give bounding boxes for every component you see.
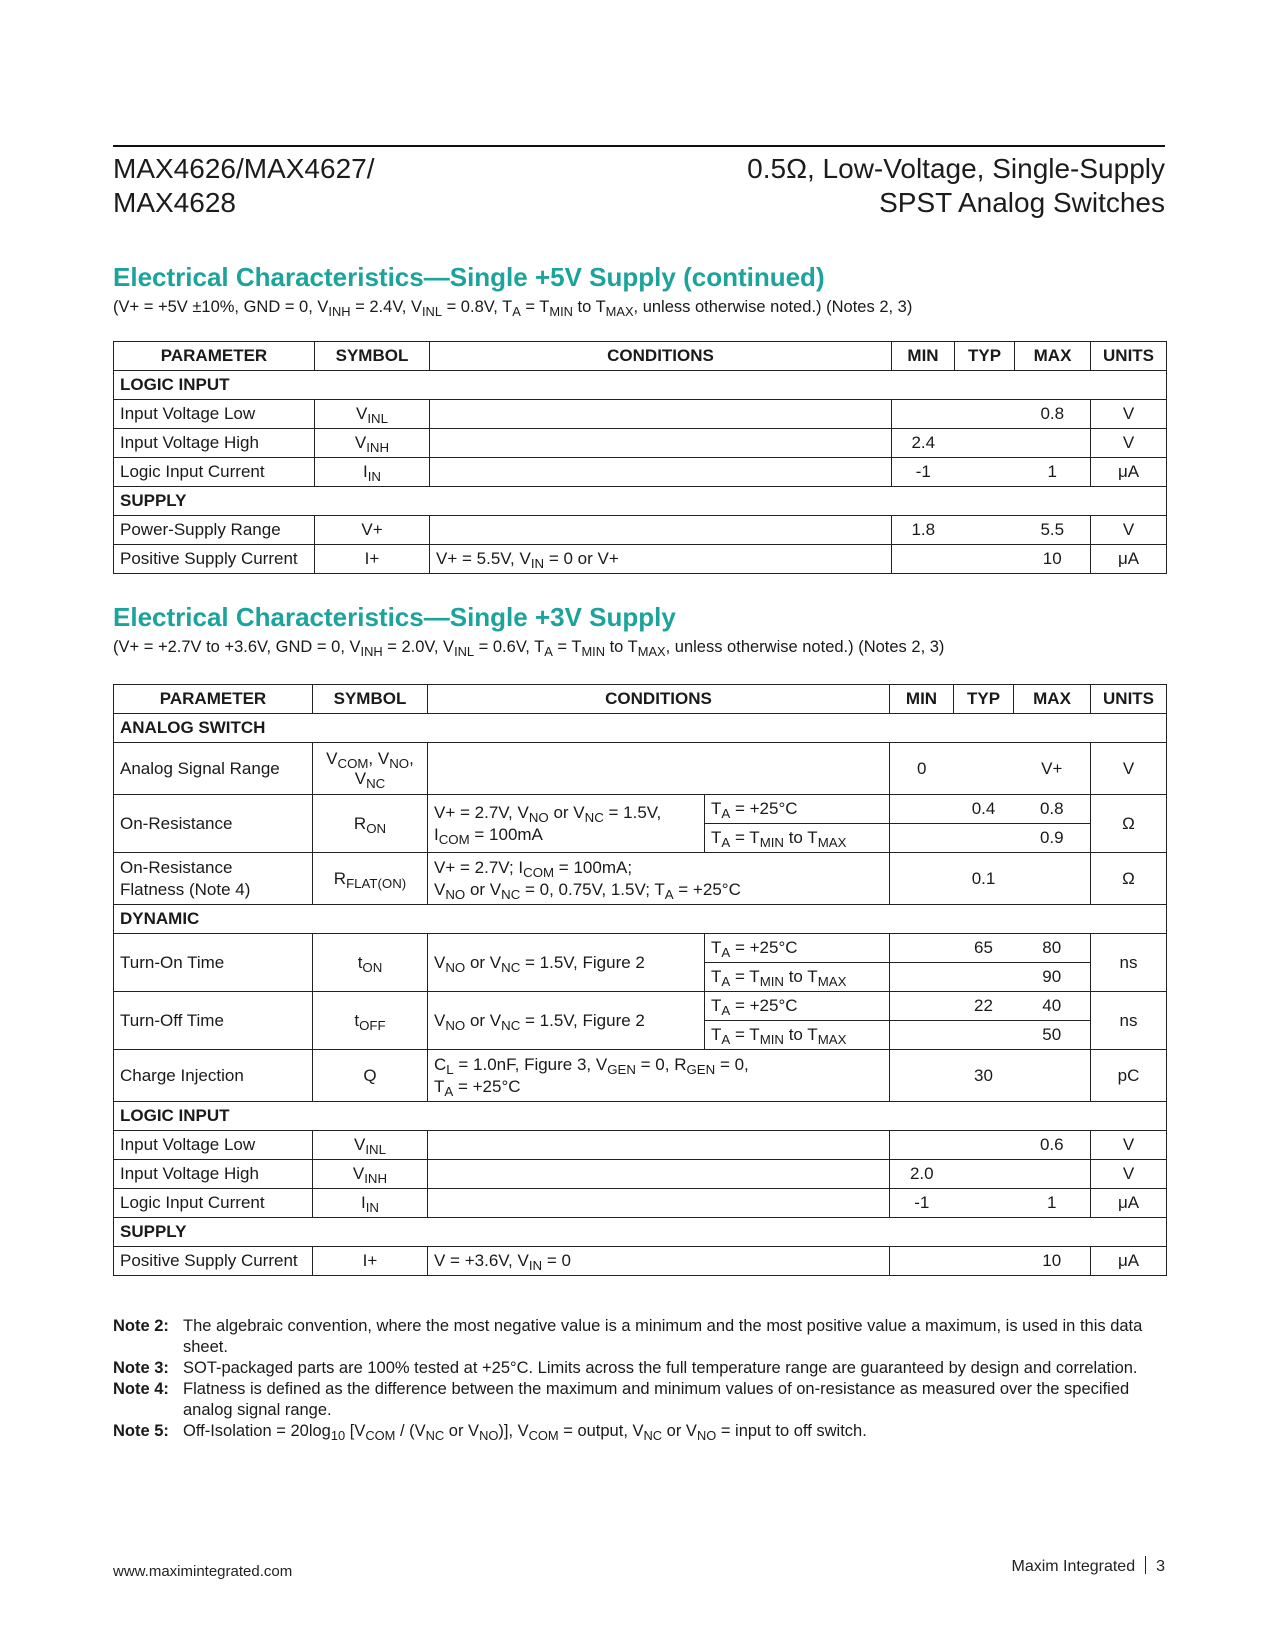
- table-row: Turn-On Time $t_{ON}$ $V_{NO}$ or $V_{NC} = 1.5V$, Figure 2 $T_A = +25^\circ C$ 65 80 ns: [114, 934, 1167, 963]
- table-row: Positive Supply Current I+ V = +3.6V, $V_{IN} = 0$ 10 μA: [114, 1247, 1167, 1276]
- table-row: Input Voltage Low $V_{INL}$ 0.8 V: [114, 400, 1167, 429]
- col-symbol: SYMBOL: [315, 342, 430, 371]
- table-row: Logic Input Current $I_{IN}$ -1 1 μA: [114, 458, 1167, 487]
- col-max: MAX: [1015, 342, 1091, 371]
- table-header-row: PARAMETER SYMBOL CONDITIONS MIN TYP MAX UNITS: [114, 685, 1167, 714]
- table-row: Analog Signal Range $V_{COM}$, $V_{NO}$, $V_{NC}$ 0 V+ V: [114, 743, 1167, 795]
- table-row: Input Voltage Low $V_{INL}$ 0.6 V: [114, 1131, 1167, 1160]
- table-row: Charge Injection Q $C_L = 1.0nF$, Figure 3, $V_{GEN} = 0$, $R_{GEN} = 0$, $T_A = +25^\circ C$ 30 pC: [114, 1050, 1167, 1102]
- section-row: DYNAMIC: [114, 905, 1167, 934]
- table-row: $T_A = T_{MIN}$ to $T_{MAX}$ 90: [114, 963, 1167, 992]
- section2-conditions: (V+ = +2.7V to +3.6V, GND = 0, $V_{INH} = 2.0V$, $V_{INL} = 0.6V$, $T_A = T_{MIN}$ to $T_{MAX}$, unless otherwise noted.) (Notes 2, 3): [113, 638, 945, 659]
- part-number: MAX4626/MAX4627/ MAX4628: [113, 153, 375, 218]
- table-row: $T_A = T_{MIN}$ to $T_{MAX}$ 0.9: [114, 824, 1167, 853]
- col-min: MIN: [892, 342, 955, 371]
- header-rule: [113, 145, 1165, 147]
- col-conditions: CONDITIONS: [430, 342, 892, 371]
- table-row: Power-Supply Range V+ 1.8 5.5 V: [114, 516, 1167, 545]
- notes: [113, 1316, 1168, 1442]
- table-row: On-Resistance Flatness (Note 4) $R_{FLAT(ON)}$ V+ = 2.7V; $I_{COM} = 100mA$; $V_{NO}$ or $V_{NC} = 0$, 0.75V, 1.5V; $T_A = +25^\circ C$ 0.1 Ω: [114, 853, 1167, 905]
- table-row: Input Voltage High $V_{INH}$ 2.0 V: [114, 1160, 1167, 1189]
- footer-company-page: Maxim Integrated 3: [1011, 1558, 1165, 1575]
- page-number: 3: [1156, 1558, 1165, 1575]
- note-2: Note 2: The algebraic convention, where the most negative value is a minimum and the most positive value a maximum, is used in this data sheet.: [113, 1317, 1143, 1356]
- col-typ: TYP: [955, 342, 1015, 371]
- section1-conditions: (V+ = +5V ±10%, GND = 0, $V_{INH} = 2.4V$, $V_{INL} = 0.8V$, $T_A = T_{MIN}$ to $T_{MAX}$, unless otherwise noted.) (Notes 2, 3): [113, 298, 913, 319]
- note-3: Note 3: SOT-packaged parts are 100% tested at +25°C. Limits across the full temperature range are guaranteed by design and correlation.: [113, 1359, 1138, 1377]
- document-title: 0.5Ω, Low-Voltage, Single-Supply SPST Analog Switches: [747, 153, 1165, 218]
- table-row: Logic Input Current $I_{IN}$ -1 1 μA: [114, 1189, 1167, 1218]
- table-header-row: [114, 342, 1167, 371]
- table-row: Turn-Off Time $t_{OFF}$ $V_{NO}$ or $V_{NC} = 1.5V$, Figure 2 $T_A = +25^\circ C$ 22 40 ns: [114, 992, 1167, 1021]
- col-parameter: PARAMETER: [114, 342, 315, 371]
- section-row: LOGIC INPUT: [114, 371, 1167, 400]
- note-5: Note 5: Off-Isolation = $20\log_{10}$ [$V_{COM} / (V_{NC}$ or $V_{NO}$)], $V_{COM}$ = output, $V_{NC}$ or $V_{NO}$ = input to off switch.: [113, 1422, 867, 1443]
- section-row: ANALOG SWITCH: [114, 714, 1167, 743]
- table-3v-supply: [113, 684, 1167, 1276]
- col-units: UNITS: [1091, 342, 1167, 371]
- note-4: Note 4: Flatness is defined as the difference between the maximum and minimum values of on-resistance as measured over the specified analog signal range.: [113, 1380, 1130, 1419]
- section1-title: Electrical Characteristics—Single +5V Supply (continued): [113, 262, 825, 292]
- table-row: Input Voltage High $V_{INH}$ 2.4 V: [114, 429, 1167, 458]
- section2-title: Electrical Characteristics—Single +3V Supply: [113, 602, 676, 632]
- table-row: Positive Supply Current I+ V+ = 5.5V, $V_{IN} = 0$ or V+ 10 μA: [114, 545, 1167, 574]
- table-5v-supply: [113, 341, 1167, 574]
- section-row: SUPPLY: [114, 487, 1167, 516]
- table-row: On-Resistance $R_{ON}$ V+ = 2.7V, $V_{NO}$ or $V_{NC} = 1.5V$, $I_{COM} = 100mA$ $T_A = +25^\circ C$ 0.4 0.8 Ω: [114, 795, 1167, 824]
- section-row: SUPPLY: [114, 1218, 1167, 1247]
- footer-url[interactable]: www.maximintegrated.com: [113, 1563, 293, 1580]
- table-row: $T_A = T_{MIN}$ to $T_{MAX}$ 50: [114, 1021, 1167, 1050]
- section-row: LOGIC INPUT: [114, 1102, 1167, 1131]
